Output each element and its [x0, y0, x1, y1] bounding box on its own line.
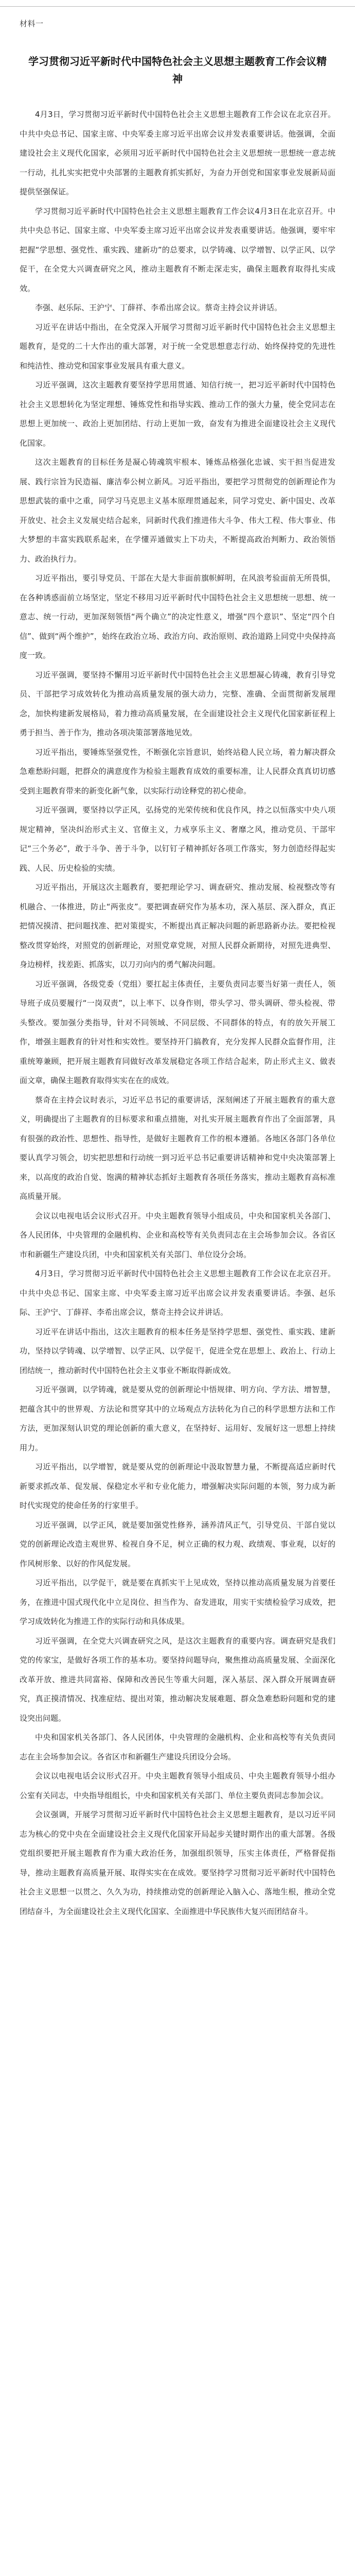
paragraph: 4月3日，学习贯彻习近平新时代中国特色社会主义思想主题教育工作会议在北京召开。中共中央总书记、国家主席、中央军委主席习近平出席会议并发表重要讲话。他强调，全面建设社会主义现代化国家，必须用习近平新时代中国特色社会主义思想统一思想统一意志统一行动，扎扎实实把党中央部署的主题教育抓实抓好，为奋力开创党和国家事业发展新局面提供坚强保证。 [20, 110, 335, 196]
paragraph: 习近平指出，要锤炼坚强党性，不断强化宗旨意识，始终站稳人民立场，着力解决群众急难愁盼问题，把群众的满意度作为检验主题教育成效的重要标准，让人民群众真真切切感受到主题教育带来的新变化新气象，以实际行动诠释党的初心使命。 [20, 747, 335, 795]
paragraph: 会议强调，开展学习贯彻习近平新时代中国特色社会主义思想主题教育，是以习近平同志为核心的党中央在全面建设社会主义现代化国家开局起步关键时期作出的重大部署。各级党组织要把开展主题教育作为重大政治任务，加强组织领导，压实主体责任，严格督促指导，推动主题教育高质量开展、取得实实在在成效。要坚持学习贯彻习近平新时代中国特色社会主义思想一以贯之、久久为功，持续推动党的创新理论入脑入心、落地生根，推动全党团结奋斗，为全面建设社会主义现代化国家、全面推进中华民族伟大复兴而团结奋斗。 [20, 1810, 335, 1916]
paragraph: 会议以电视电话会议形式召开。中央主题教育领导小组成员、中央主题教育领导小组办公室有关同志，中央指导组组长，中央和国家机关有关部门、单位主要负责同志参加会议。 [20, 1771, 335, 1800]
paragraph: 蔡奇在主持会议时表示，习近平总书记的重要讲话，深刻阐述了开展主题教育的重大意义，明确提出了主题教育的目标要求和重点措施，对扎实开展主题教育作出了全面部署，具有很强的政治性、思想性、指导性，是做好主题教育工作的根本遵循。各地区各部门各单位要认真学习领会，切实把思想和行动统一到习近平总书记重要讲话精神和党中央决策部署上来，以高度的政治自觉、饱满的精神状态抓好主题教育各项任务落实，推动主题教育高标准高质量开展。 [20, 1095, 335, 1201]
header-divider [0, 6, 355, 7]
article-title: 学习贯彻习近平新时代中国特色社会主义思想主题教育工作会议精神 [28, 55, 327, 85]
paragraph: 习近平强调，要坚持不懈用习近平新时代中国特色社会主义思想凝心铸魂，教育引导党员、干部把学习成效转化为推动高质量发展的强大动力，完整、准确、全面贯彻新发展理念，加快构建新发展格局，着力推动高质量发展，在全面建设社会主义现代化国家新征程上勇于担当、善于作为，推动各项决策部署落地见效。 [20, 670, 335, 737]
paragraph: 习近平指出，开展这次主题教育，要把理论学习、调查研究、推动发展、检视整改等有机融合、一体推进，防止“两张皮”。要把调查研究作为基本功，深入基层、深入群众，真正把情况摸清、把问题找准、把对策提实，不断提出真正解决问题的新思路新办法。要把检视整改贯穿始终，对照党的创新理论，对照党章党规，对照人民群众新期待，对照先进典型、身边榜样，找差距、抓落实，以刀刃向内的勇气解决问题。 [20, 883, 335, 969]
paragraph: 习近平强调，这次主题教育要坚持学思用贯通、知信行统一，把习近平新时代中国特色社会主义思想转化为坚定理想、锤炼党性和指导实践、推动工作的强大力量，使全党同志在思想上更加统一、政治上更加团结、行动上更加一致，奋发有为推进全面建设社会主义现代化国家。 [20, 380, 335, 448]
article-body [20, 105, 335, 1921]
paragraph: 习近平强调，各级党委（党组）要扛起主体责任，主要负责同志要当好第一责任人，领导班子成员要履行“一岗双责”，以上率下、以身作则，带头学习、带头调研、带头检视、带头整改。要加强分类指导，针对不同领域、不同层级、不同群体的特点，有的放矢开展工作，增强主题教育的针对性和实效性。要坚持开门搞教育，充分发挥人民群众监督作用，注重统筹兼顾，把开展主题教育同做好改革发展稳定各项工作结合起来，防止形式主义、做表面文章，确保主题教育取得实实在在的成效。 [20, 979, 335, 1085]
material-label: 材料一 [20, 19, 44, 28]
paragraph: 学习贯彻习近平新时代中国特色社会主义思想主题教育工作会议4月3日在北京召开。中共中央总书记、国家主席、中央军委主席习近平出席会议并发表重要讲话。他强调，要牢牢把握“学思想、强党性、重实践、建新功”的总要求，以学铸魂、以学增智、以学正风、以学促干，在全党大兴调查研究之风，推动主题教育不断走深走实，确保主题教育取得扎实成效。 [20, 206, 335, 293]
paragraph: 习近平强调，要坚持以学正风，弘扬党的光荣传统和优良作风，持之以恒落实中央八项规定精神，坚决纠治形式主义、官僚主义，力戒享乐主义、奢靡之风，推动党员、干部牢记“三个务必”，敢于斗争、善于斗争，以钉钉子精神抓好各项工作落实，努力创造经得起实践、人民、历史检验的实绩。 [20, 805, 335, 873]
paragraph: 这次主题教育的目标任务是凝心铸魂筑牢根本、锤炼品格强化忠诚、实干担当促进发展、践行宗旨为民造福、廉洁奉公树立新风。习近平指出，要把学习贯彻党的创新理论作为思想武装的重中之重，同学习马克思主义基本原理贯通起来，同学习党史、新中国史、改革开放史、社会主义发展史结合起来，同新时代我们推进伟大斗争、伟大工程、伟大事业、伟大梦想的丰富实践联系起来，在学懂弄通做实上下功夫，不断提高政治判断力、政治领悟力、政治执行力。 [20, 457, 335, 564]
paragraph: 习近平强调，在全党大兴调查研究之风，是这次主题教育的重要内容。调查研究是我们党的传家宝，是做好各项工作的基本功。要坚持问题导向，聚焦推动高质量发展、全面深化改革开放、推进共同富裕、保障和改善民生等重大问题，深入基层、深入群众开展调查研究，真正摸清情况、找准症结、提出对策，推动解决发展难题、群众急难愁盼问题和党的建设突出问题。 [20, 1636, 335, 1723]
paragraph: 习近平指出，以学促干，就是要在真抓实干上见成效，坚持以推动高质量发展为首要任务，在推进中国式现代化中立足岗位、担当作为、奋发进取，用实干实绩检验学习成效，把学习成效转化为推进工作的实际行动和具体成果。 [20, 1578, 335, 1626]
paragraph: 习近平在讲话中指出，在全党深入开展学习贯彻习近平新时代中国特色社会主义思想主题教育，是党的二十大作出的重大部署，对于统一全党思想意志行动、始终保持党的先进性和纯洁性、推动党和国家事业发展具有重大意义。 [20, 322, 335, 370]
paragraph: 中央和国家机关各部门、各人民团体，中央管理的金融机构、企业和高校等有关负责同志在主会场参加会议。各省区市和新疆生产建设兵团设分会场。 [20, 1733, 335, 1761]
paragraph: 李强、赵乐际、王沪宁、丁薛祥、李希出席会议。蔡奇主持会议并讲话。 [35, 303, 282, 312]
paragraph: 习近平强调，以学正风，就是要加强党性修养，涵养清风正气，引导党员、干部自觉以党的创新理论改造主观世界、检视自身不足，树立正确的权力观、政绩观、事业观，以好的作风树形象、以好的作风促发展。 [20, 1520, 335, 1568]
paragraph: 习近平指出，要引导党员、干部在大是大非面前旗帜鲜明，在风浪考验面前无所畏惧，在各种诱惑面前立场坚定，坚定不移用习近平新时代中国特色社会主义思想统一思想、统一意志、统一行动，更加深刻领悟“两个确立”的决定性意义，增强“四个意识”、坚定“四个自信”、做到“两个维护”，始终在政治立场、政治方向、政治原则、政治道路上同党中央保持高度一致。 [20, 573, 335, 660]
paragraph: 会议以电视电话会议形式召开。中央主题教育领导小组成员，中央和国家机关各部门、各人民团体，中央管理的金融机构、企业和高校等有关负责同志在主会场参加会议。各省区市和新疆生产建设兵团，中央和国家机关有关部门、单位设分会场。 [20, 1211, 335, 1259]
paragraph: 习近平指出，以学增智，就是要从党的创新理论中汲取智慧力量，不断提高适应新时代新要求抓改革、促发展、保稳定水平和专业化能力，增强解决实际问题的本领，努力成为新时代实现党的使命任务的行家里手。 [20, 1462, 335, 1510]
paragraph: 习近平强调，以学铸魂，就是要从党的创新理论中悟规律、明方向、学方法、增智慧，把蕴含其中的世界观、方法论和贯穿其中的立场观点方法转化为自己的科学思想方法和工作方法，更加深刻认识党的理论创新的重大意义，在坚持好、运用好、发展好这一思想上持续用力。 [20, 1385, 335, 1452]
paragraph: 4月3日，学习贯彻习近平新时代中国特色社会主义思想主题教育工作会议在北京召开。中共中央总书记、国家主席、中央军委主席习近平出席会议并发表重要讲话。李强、赵乐际、王沪宁、丁薛祥、李希出席会议，蔡奇主持会议并讲话。 [20, 1269, 335, 1317]
paragraph: 习近平在讲话中指出，这次主题教育的根本任务是坚持学思想、强党性、重实践、建新功，坚持以学铸魂、以学增智、以学正风、以学促干，促进全党在思想上、政治上、行动上团结统一，推动新时代中国特色社会主义事业不断取得新成效。 [20, 1327, 335, 1375]
